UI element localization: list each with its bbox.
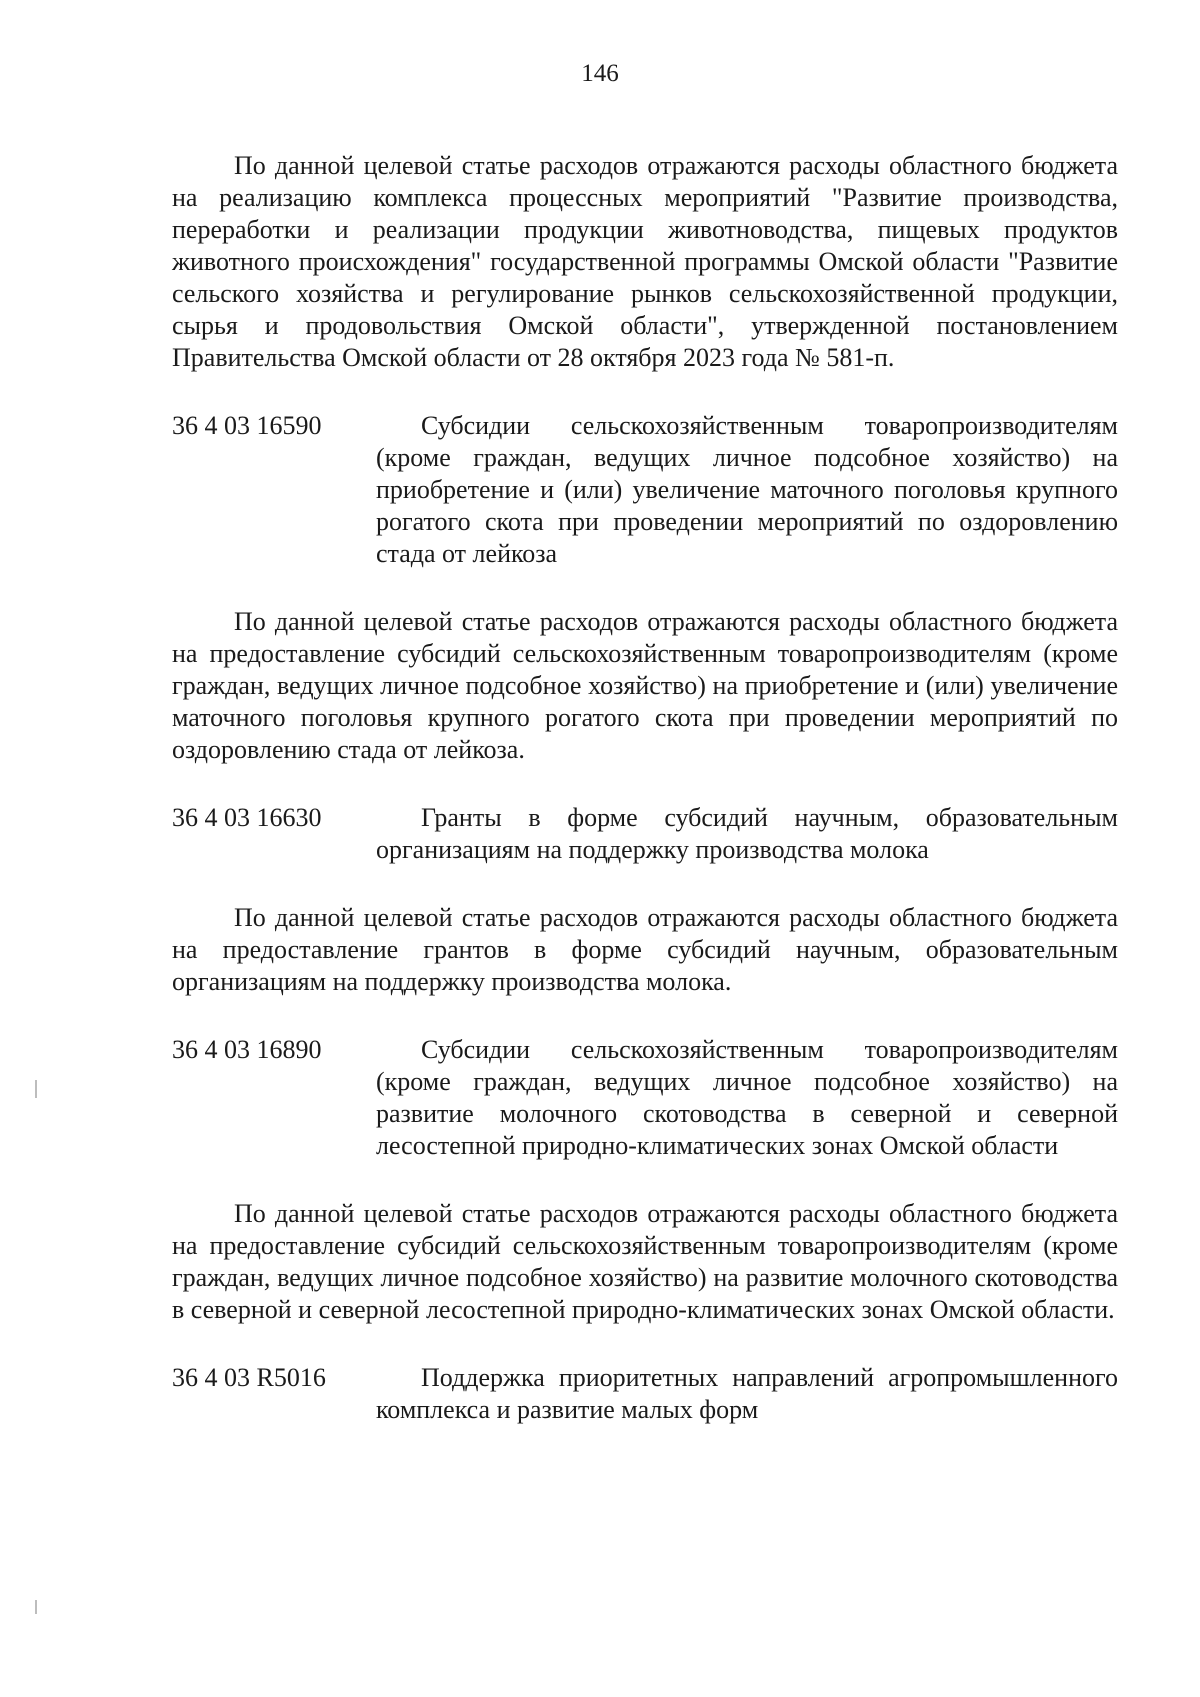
budget-entry-title: Субсидии сельскохозяйственным товаропроизводителям (кроме граждан, ведущих личное подсобное хозяйство) на приобретение и (или) увеличение маточного поголовья крупного рогатого скота при проведении мероприятий по оздоровлению стада от лейкоза [376,411,1118,568]
document-body [172,150,1118,1426]
scan-edge-mark [35,1600,37,1614]
budget-entry [172,1362,1118,1426]
scan-edge-mark [35,1080,37,1098]
budget-entry [172,410,1118,570]
budget-entry-title: Поддержка приоритетных направлений агропромышленного комплекса и развитие малых форм [376,1363,1118,1424]
budget-code: 36 4 03 16630 [172,803,322,832]
budget-code: 36 4 03 16590 [172,411,322,440]
paragraph-expense-description: По данной целевой статье расходов отражаются расходы областного бюджета на предоставление грантов в форме субсидий научным, образовательным организациям на поддержку производства молока. [172,903,1118,996]
paragraph-expense-description: По данной целевой статье расходов отражаются расходы областного бюджета на предоставление субсидий сельскохозяйственным товаропроизводителям (кроме граждан, ведущих личное подсобное хозяйство) на приобретение и (или) увеличение маточного поголовья крупного рогатого скота при проведении мероприятий по оздоровлению стада от лейкоза. [172,607,1118,764]
paragraph-expense-description: По данной целевой статье расходов отражаются расходы областного бюджета на реализацию комплекса процессных мероприятий "Развитие производства, переработки и реализации продукции животноводства, пищевых продуктов животного происхождения" государственной программы Омской области "Развитие сельского хозяйства и регулирование рынков сельскохозяйственной продукции, сырья и продовольствия Омской области", утвержденной постановлением Правительства Омской области от 28 октября 2023 года № 581-п. [172,151,1118,372]
budget-entry [172,1034,1118,1162]
budget-entry [172,802,1118,866]
budget-code: 36 4 03 R5016 [172,1363,326,1392]
budget-entry-title: Субсидии сельскохозяйственным товаропроизводителям (кроме граждан, ведущих личное подсобное хозяйство) на развитие молочного скотоводства в северной и северной лесостепной природно-климатических зонах Омской области [376,1035,1118,1160]
paragraph-expense-description: По данной целевой статье расходов отражаются расходы областного бюджета на предоставление субсидий сельскохозяйственным товаропроизводителям (кроме граждан, ведущих личное подсобное хозяйство) на развитие молочного скотоводства в северной и северной лесостепной природно-климатических зонах Омской области. [172,1199,1118,1324]
page-number: 146 [581,60,619,87]
budget-code: 36 4 03 16890 [172,1035,322,1064]
budget-entry-title: Гранты в форме субсидий научным, образовательным организациям на поддержку производства молока [376,803,1118,864]
